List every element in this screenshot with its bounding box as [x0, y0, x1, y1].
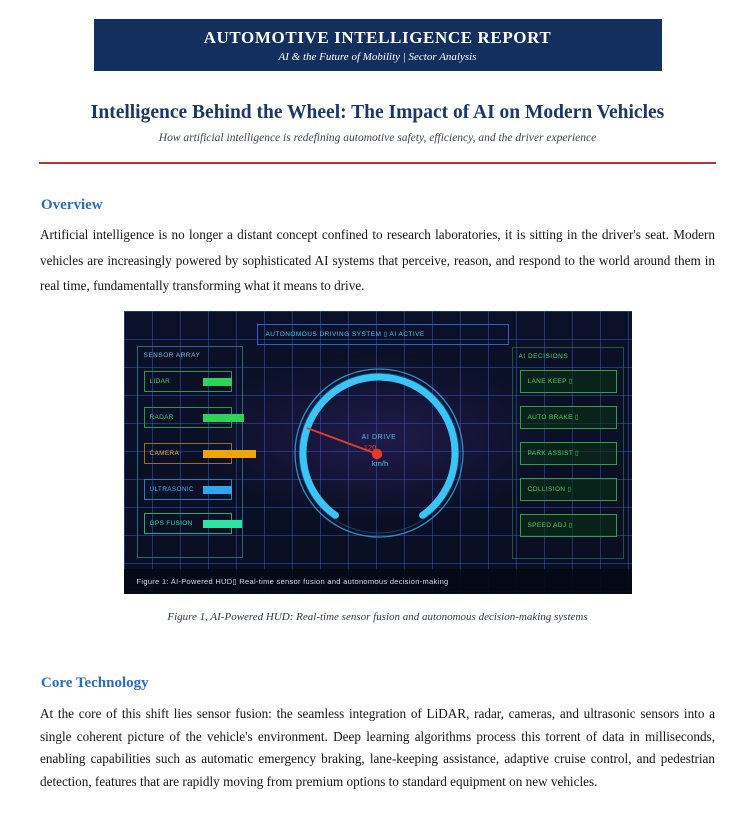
- speed-gauge: [274, 348, 484, 558]
- gauge-label: AI DRIVE: [361, 433, 396, 441]
- sensor-label: GPS FUSION: [149, 519, 193, 527]
- decision-box-lane-keep: LANE KEEP ▯: [520, 370, 617, 393]
- decision-box-speed-adj: SPEED ADJ ▯: [520, 514, 617, 537]
- banner-title: AUTOMOTIVE INTELLIGENCE REPORT: [203, 27, 552, 47]
- banner-subtitle: AI & the Future of Mobility | Sector Analysis: [278, 50, 477, 63]
- article-subtitle: How artificial intelligence is redefining automotive safety, efficiency, and the driver experience: [158, 132, 597, 145]
- sensor-row-lidar: [144, 371, 232, 392]
- sensor-label: CAMERA: [149, 449, 180, 457]
- core-technology-paragraph: At the core of this shift lies sensor fusion: the seamless integration of LiDAR, radar, cameras, and ultrasonic sensors into a single coherent picture of the vehicle's environment. Deep learning algorithms process this torrent of data in milliseconds, enabling capabilities such as automatic emergency braking, lane-keeping assistance, adaptive cruise control, and pedestrian detection, features that are rapidly moving from premium options to standard equipment on new vehicles.: [40, 706, 715, 789]
- gauge-arc: [303, 377, 455, 515]
- report-banner: [94, 19, 662, 71]
- sensor-row-camera: [144, 443, 232, 464]
- section-heading-core-technology: Core Technology: [41, 675, 149, 692]
- sensor-level-bar: [203, 450, 256, 458]
- title-rule: [39, 162, 716, 165]
- sensor-level-bar: [203, 414, 244, 422]
- sensor-array-title: SENSOR ARRAY: [143, 351, 201, 359]
- sensor-level-bar: [203, 520, 242, 528]
- ai-decisions-panel: [512, 347, 624, 559]
- hud-image: [124, 311, 632, 594]
- sensor-row-radar: [144, 407, 232, 428]
- sensor-label: LIDAR: [149, 377, 171, 385]
- hud-figure: [0, 311, 755, 624]
- hud-status-box: AUTONOMOUS DRIVING SYSTEM ▯ AI ACTIVE: [257, 324, 509, 345]
- sensor-label: ULTRASONIC: [149, 485, 194, 493]
- section-heading-overview: Overview: [41, 197, 103, 214]
- article-title: Intelligence Behind the Wheel: The Impact of AI on Modern Vehicles: [90, 102, 665, 123]
- sensor-level-bar: [203, 378, 232, 386]
- gauge-unit: km/h: [371, 458, 388, 468]
- sensor-row-ultrasonic: [144, 479, 232, 500]
- decision-box-auto-brake: AUTO BRAKE ▯: [520, 406, 617, 429]
- sensor-row-gps-fusion: [144, 513, 232, 534]
- overview-paragraph: Artificial intelligence is no longer a distant concept confined to research laboratories, it is sitting in the driver's seat. Modern vehicles are increasingly powered by sophisticated AI systems that perceive, reason, and respond to the world around them in real time, fundamentally transforming what it means to drive.: [40, 227, 715, 294]
- sensor-label: RADAR: [149, 413, 174, 421]
- figure-caption: Figure 1, AI-Powered HUD: Real-time sensor fusion and autonomous decision-making systems: [167, 610, 588, 623]
- decision-box-park-assist: PARK ASSIST ▯: [520, 442, 617, 465]
- hud-strip-caption: Figure 1: AI-Powered HUD▯ Real-time sensor fusion and autonomous decision-making: [124, 569, 632, 594]
- decision-box-collision: COLLISION ▯: [520, 478, 617, 501]
- gauge-value: 120: [363, 442, 376, 452]
- sensor-array-panel: [137, 346, 243, 558]
- sensor-level-bar: [203, 486, 232, 494]
- document-page: [0, 19, 755, 793]
- ai-decisions-title: AI DECISIONS: [518, 352, 569, 360]
